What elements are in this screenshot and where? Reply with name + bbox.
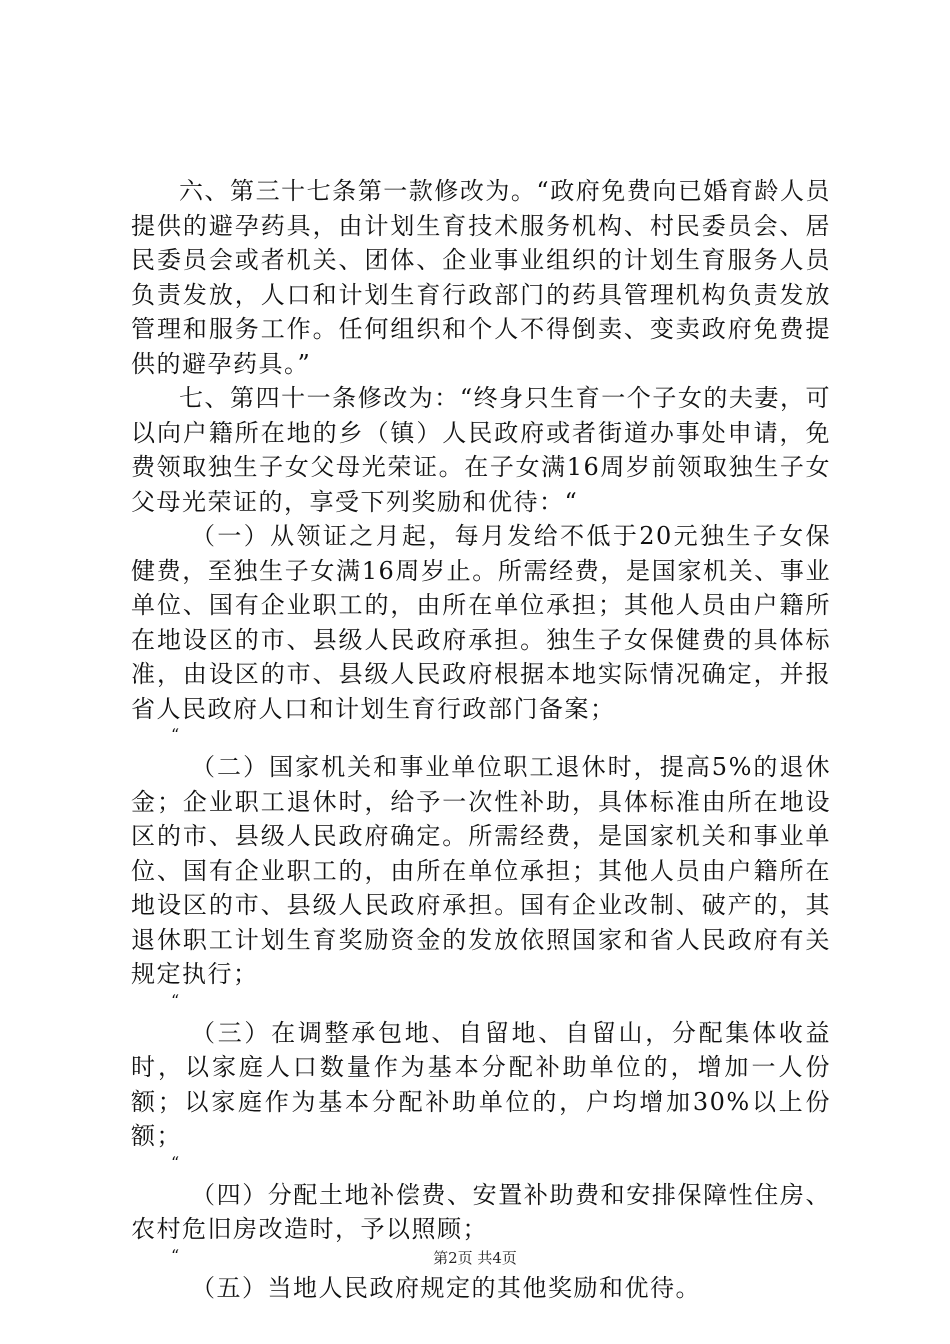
paragraph-item-3: （三）在调整承包地、自留地、自留山，分配集体收益时，以家庭人口数量作为基本分配补助单位的，增加一人份额；以家庭作为基本分配补助单位的，户均增加30%以上份额； (131, 1018, 831, 1150)
quote-mark: “ (171, 725, 181, 744)
paragraph-article-41: 七、第四十一条修改为：“终身只生育一个子女的夫妻，可以向户籍所在地的乡（镇）人民政府或者街道办事处申请，免费领取独生子女父母光荣证。在子女满16周岁前领取独生子女父母光荣证的，享受下列奖励和优待：“ (131, 384, 831, 516)
quote-mark: “ (171, 990, 181, 1010)
quote-mark: “ (171, 1152, 181, 1172)
paragraph-item-1: （一）从领证之月起，每月发给不低于20元独生子女保健费，至独生子女满16周岁止。所需经费，是国家机关、事业单位、国有企业职工的，由所在单位承担；其他人员由户籍所在地设区的市、县级人民政府承担。独生子女保健费的具体标准，由设区的市、县级人民政府根据本地实际情况确定，并报省人民政府人口和计划生育行政部门备案； (131, 522, 831, 723)
paragraph-item-2: （二）国家机关和事业单位职工退休时，提高5%的退休金；企业职工退休时，给予一次性补助，具体标准由所在地设区的市、县级人民政府确定。所需经费，是国家机关和事业单位、国有企业职工的，由所在单位承担；其他人员由户籍所在地设区的市、县级人民政府承担。国有企业改制、破产的，其退休职工计划生育奖励资金的发放依照国家和省人民政府有关规定执行； (131, 753, 831, 988)
paragraph-item-4: （四）分配土地补偿费、安置补助费和安排保障性住房、农村危旧房改造时，予以照顾； (131, 1180, 831, 1243)
quote-mark: “ (171, 1245, 181, 1265)
document-body (131, 174, 831, 1305)
page-footer: 第2页 共4页 (433, 1249, 517, 1267)
paragraph-item-5: （五）当地人民政府规定的其他奖励和优待。 (191, 1273, 701, 1302)
paragraph-article-37: 六、第三十七条第一款修改为。“政府免费向已婚育龄人员提供的避孕药具，由计划生育技术服务机构、村民委员会、居民委员会或者机关、团体、企业事业组织的计划生育服务人员负责发放，人口和计划生育行政部门的药具管理机构负责发放管理和服务工作。任何组织和个人不得倒卖、变卖政府免费提供的避孕药具。” (131, 177, 831, 378)
